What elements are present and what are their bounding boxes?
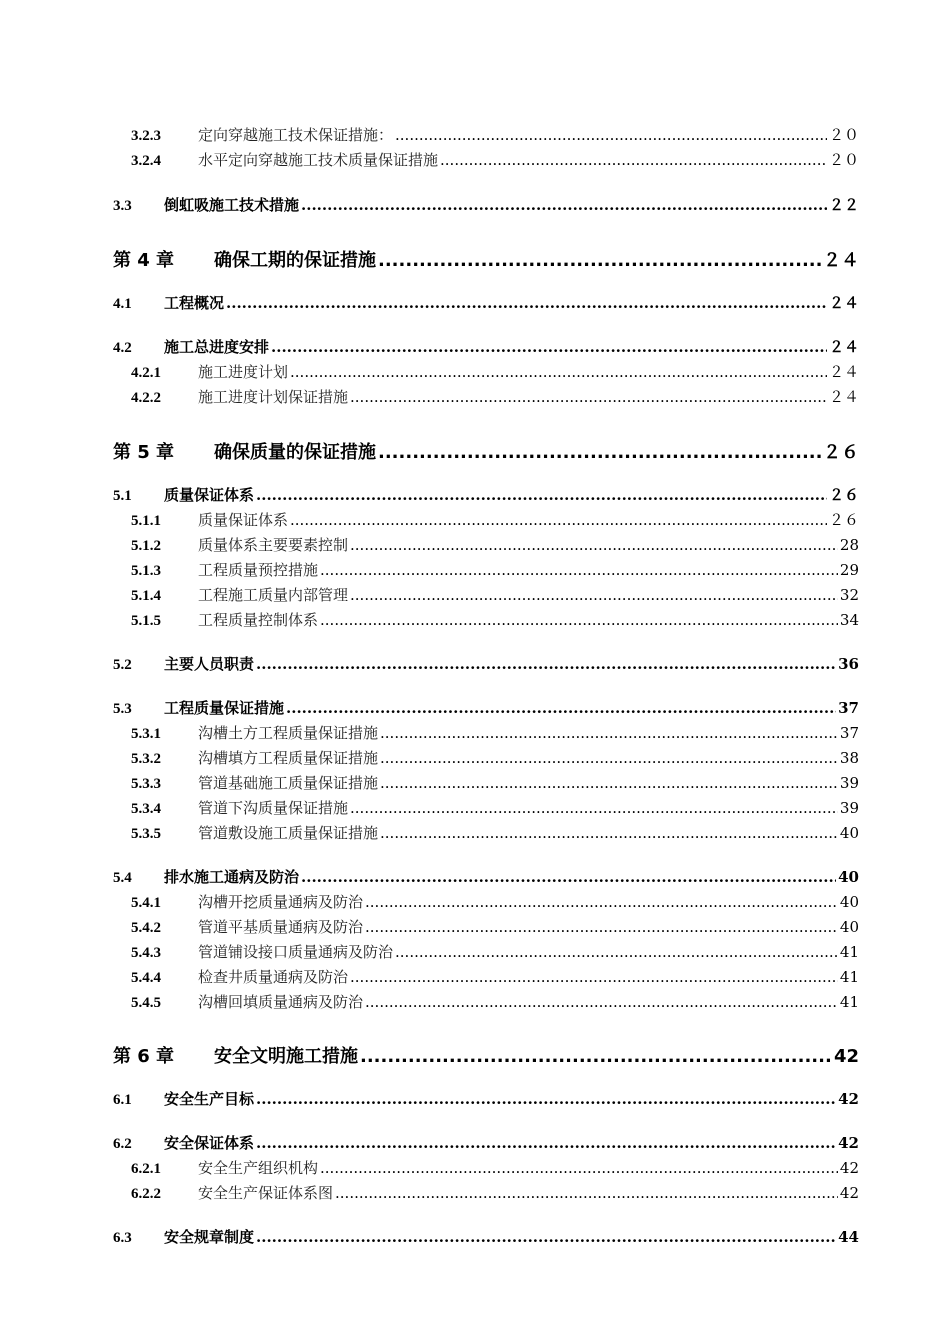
toc-entry[interactable] <box>113 697 859 718</box>
toc-number: 6.2.2 <box>131 1186 161 1202</box>
toc-number: 6.2.1 <box>131 1161 161 1177</box>
toc-title: 排水施工通病及防治 <box>164 868 300 886</box>
toc-title: 安全文明施工措施 <box>214 1046 358 1067</box>
toc-leader <box>335 1184 838 1202</box>
toc-number: 5.1.3 <box>131 563 161 579</box>
toc-entry[interactable] <box>131 991 859 1012</box>
toc-entry[interactable] <box>131 124 859 145</box>
toc-page: 41 <box>839 993 859 1011</box>
toc-title: 沟槽填方工程质量保证措施 <box>198 749 379 767</box>
toc-entry[interactable] <box>113 336 859 357</box>
toc-title: 沟槽土方工程质量保证措施 <box>198 724 379 742</box>
toc-leader <box>320 561 838 579</box>
toc-title: 水平定向穿越施工技术质量保证措施 <box>198 151 439 169</box>
toc-page: ２４ <box>828 294 859 312</box>
toc-leader <box>290 511 827 529</box>
toc-title: 安全生产组织机构 <box>198 1159 319 1177</box>
toc-number: 3.2.3 <box>131 128 161 144</box>
toc-leader <box>360 1046 832 1067</box>
toc-leader <box>320 1159 838 1177</box>
toc-title: 管道敷设施工质量保证措施 <box>198 824 379 842</box>
toc-title: 管道下沟质量保证措施 <box>198 799 349 817</box>
toc-number: 4.2.2 <box>131 390 161 406</box>
toc-entry[interactable] <box>131 941 859 962</box>
toc-leader <box>350 536 838 554</box>
toc-leader <box>365 993 838 1011</box>
toc-leader <box>256 486 827 504</box>
toc-entry[interactable] <box>131 609 859 630</box>
toc-page: 41 <box>839 968 859 986</box>
toc-page: 40 <box>839 893 859 911</box>
toc-entry[interactable] <box>131 509 859 530</box>
toc-title: 工程质量预控措施 <box>198 561 319 579</box>
toc-entry[interactable] <box>131 584 859 605</box>
toc-entry[interactable] <box>131 386 859 407</box>
toc-number: 5.4.1 <box>131 895 161 911</box>
toc-leader <box>380 824 838 842</box>
toc-page: 28 <box>839 536 859 554</box>
toc-title: 管道基础施工质量保证措施 <box>198 774 379 792</box>
toc-entry[interactable] <box>131 891 859 912</box>
toc-entry[interactable] <box>131 534 859 555</box>
toc-leader <box>380 774 838 792</box>
toc-leader <box>271 338 827 356</box>
toc-title: 工程质量控制体系 <box>198 611 319 629</box>
toc-page: ２４ <box>828 363 859 381</box>
toc-number: 4.2 <box>113 340 132 356</box>
toc-page: ２４ <box>828 338 859 356</box>
toc-page: 44 <box>838 1228 859 1246</box>
toc-page: ２６ <box>828 511 859 529</box>
toc-chapter[interactable] <box>113 246 859 272</box>
toc-page: 39 <box>839 799 859 817</box>
toc-leader <box>350 968 838 986</box>
toc-leader <box>380 724 838 742</box>
toc-number: 6.3 <box>113 1230 132 1246</box>
toc-page: 36 <box>838 655 859 673</box>
toc-number: 第 5 章 <box>113 442 175 463</box>
toc-number: 5.4.5 <box>131 995 161 1011</box>
toc-entry[interactable] <box>131 772 859 793</box>
toc-number: 5.3.1 <box>131 726 161 742</box>
toc-number: 5.3.5 <box>131 826 161 842</box>
toc-page: 42 <box>839 1159 859 1177</box>
toc-entry[interactable] <box>131 822 859 843</box>
toc-page: ２０ <box>828 151 859 169</box>
toc-page: ２４ <box>828 388 859 406</box>
toc-leader <box>378 442 821 463</box>
toc-leader <box>350 799 838 817</box>
toc-title: 工程概况 <box>164 294 225 312</box>
toc-page: 42 <box>839 1184 859 1202</box>
toc-number: 5.3 <box>113 701 132 717</box>
toc-number: 4.1 <box>113 296 132 312</box>
toc-entry[interactable] <box>131 1182 859 1203</box>
toc-entry[interactable] <box>131 747 859 768</box>
toc-page: ２６ <box>828 486 859 504</box>
toc-number: 6.2 <box>113 1136 132 1152</box>
toc-page: 40 <box>839 824 859 842</box>
toc-entry[interactable] <box>131 1157 859 1178</box>
toc-leader <box>365 893 838 911</box>
toc-page: 29 <box>839 561 859 579</box>
toc-page: ２４ <box>823 250 859 271</box>
toc-leader <box>256 655 836 673</box>
toc-leader <box>395 126 827 144</box>
toc-page: 40 <box>838 868 859 886</box>
toc-entry[interactable] <box>131 797 859 818</box>
toc-number: 6.1 <box>113 1092 132 1108</box>
toc-number: 5.1.4 <box>131 588 161 604</box>
toc-entry[interactable] <box>113 484 859 505</box>
toc-title: 主要人员职责 <box>164 655 255 673</box>
toc-chapter[interactable] <box>113 1042 859 1068</box>
toc-entry[interactable] <box>131 916 859 937</box>
toc-title: 检查井质量通病及防治 <box>198 968 349 986</box>
toc-page: 34 <box>839 611 859 629</box>
toc-title: 安全生产目标 <box>164 1090 255 1108</box>
toc-leader <box>290 363 827 381</box>
toc-title: 定向穿越施工技术保证措施： <box>198 126 394 144</box>
toc-entry[interactable] <box>113 866 859 887</box>
toc-number: 5.1.5 <box>131 613 161 629</box>
toc-leader <box>301 868 836 886</box>
toc-leader <box>395 943 838 961</box>
toc-entry[interactable] <box>131 149 859 170</box>
toc-page: 38 <box>839 749 859 767</box>
toc-title: 确保工期的保证措施 <box>214 250 376 271</box>
toc-number: 第 4 章 <box>113 250 175 271</box>
toc-title: 质量体系主要要素控制 <box>198 536 349 554</box>
toc-number: 3.3 <box>113 198 132 214</box>
toc-entry[interactable] <box>113 1088 859 1109</box>
toc-entry[interactable] <box>113 1132 859 1153</box>
toc-page: 41 <box>839 943 859 961</box>
toc-title: 质量保证体系 <box>198 511 289 529</box>
toc-number: 5.4.2 <box>131 920 161 936</box>
toc-number: 5.1 <box>113 488 132 504</box>
toc-title: 施工进度计划 <box>198 363 289 381</box>
toc-title: 管道平基质量通病及防治 <box>198 918 364 936</box>
toc-number: 第 6 章 <box>113 1046 175 1067</box>
toc-number: 5.4.3 <box>131 945 161 961</box>
toc-page: 37 <box>839 724 859 742</box>
toc-number: 5.4 <box>113 870 132 886</box>
toc-entry[interactable] <box>113 653 859 674</box>
toc-number: 4.2.1 <box>131 365 161 381</box>
toc-number: 5.4.4 <box>131 970 161 986</box>
toc-title: 倒虹吸施工技术措施 <box>164 196 300 214</box>
toc-title: 安全规章制度 <box>164 1228 255 1246</box>
toc-page: 42 <box>833 1046 859 1067</box>
toc-leader <box>378 250 821 271</box>
toc-leader <box>365 918 838 936</box>
toc-number: 5.3.3 <box>131 776 161 792</box>
toc-leader <box>320 611 838 629</box>
toc-entry[interactable] <box>113 194 859 215</box>
toc-number: 5.1.2 <box>131 538 161 554</box>
toc-page: 42 <box>838 1134 859 1152</box>
toc-page: ２０ <box>828 126 859 144</box>
toc-leader <box>256 1090 836 1108</box>
toc-leader <box>440 151 827 169</box>
toc-page: ２６ <box>823 442 859 463</box>
toc-page: 40 <box>839 918 859 936</box>
toc-page: ２２ <box>828 196 859 214</box>
toc-page: 37 <box>838 699 859 717</box>
toc-leader <box>380 749 838 767</box>
toc-number: 5.1.1 <box>131 513 161 529</box>
toc-leader <box>350 388 827 406</box>
toc-entry[interactable] <box>131 722 859 743</box>
toc-title: 安全保证体系 <box>164 1134 255 1152</box>
toc-title: 沟槽开挖质量通病及防治 <box>198 893 364 911</box>
toc-leader <box>256 1228 836 1246</box>
toc-page: 39 <box>839 774 859 792</box>
toc-title: 确保质量的保证措施 <box>214 442 376 463</box>
toc-entry[interactable] <box>113 292 859 313</box>
toc-title: 施工总进度安排 <box>164 338 270 356</box>
toc-leader <box>256 1134 836 1152</box>
toc-title: 质量保证体系 <box>164 486 255 504</box>
toc-title: 沟槽回填质量通病及防治 <box>198 993 364 1011</box>
toc-title: 工程施工质量内部管理 <box>198 586 349 604</box>
toc-leader <box>286 699 836 717</box>
toc-title: 工程质量保证措施 <box>164 699 285 717</box>
toc-entry[interactable] <box>131 966 859 987</box>
toc-title: 施工进度计划保证措施 <box>198 388 349 406</box>
toc-chapter[interactable] <box>113 438 859 464</box>
toc-leader <box>301 196 827 214</box>
toc-leader <box>226 294 827 312</box>
toc-leader <box>350 586 838 604</box>
toc-number: 3.2.4 <box>131 153 161 169</box>
toc-entry[interactable] <box>131 361 859 382</box>
toc-number: 5.2 <box>113 657 132 673</box>
toc-page: 42 <box>838 1090 859 1108</box>
toc-title: 管道铺设接口质量通病及防治 <box>198 943 394 961</box>
toc-number: 5.3.2 <box>131 751 161 767</box>
toc-number: 5.3.4 <box>131 801 161 817</box>
toc-entry[interactable] <box>113 1226 859 1247</box>
toc-page: 32 <box>839 586 859 604</box>
toc-entry[interactable] <box>131 559 859 580</box>
toc-title: 安全生产保证体系图 <box>198 1184 334 1202</box>
